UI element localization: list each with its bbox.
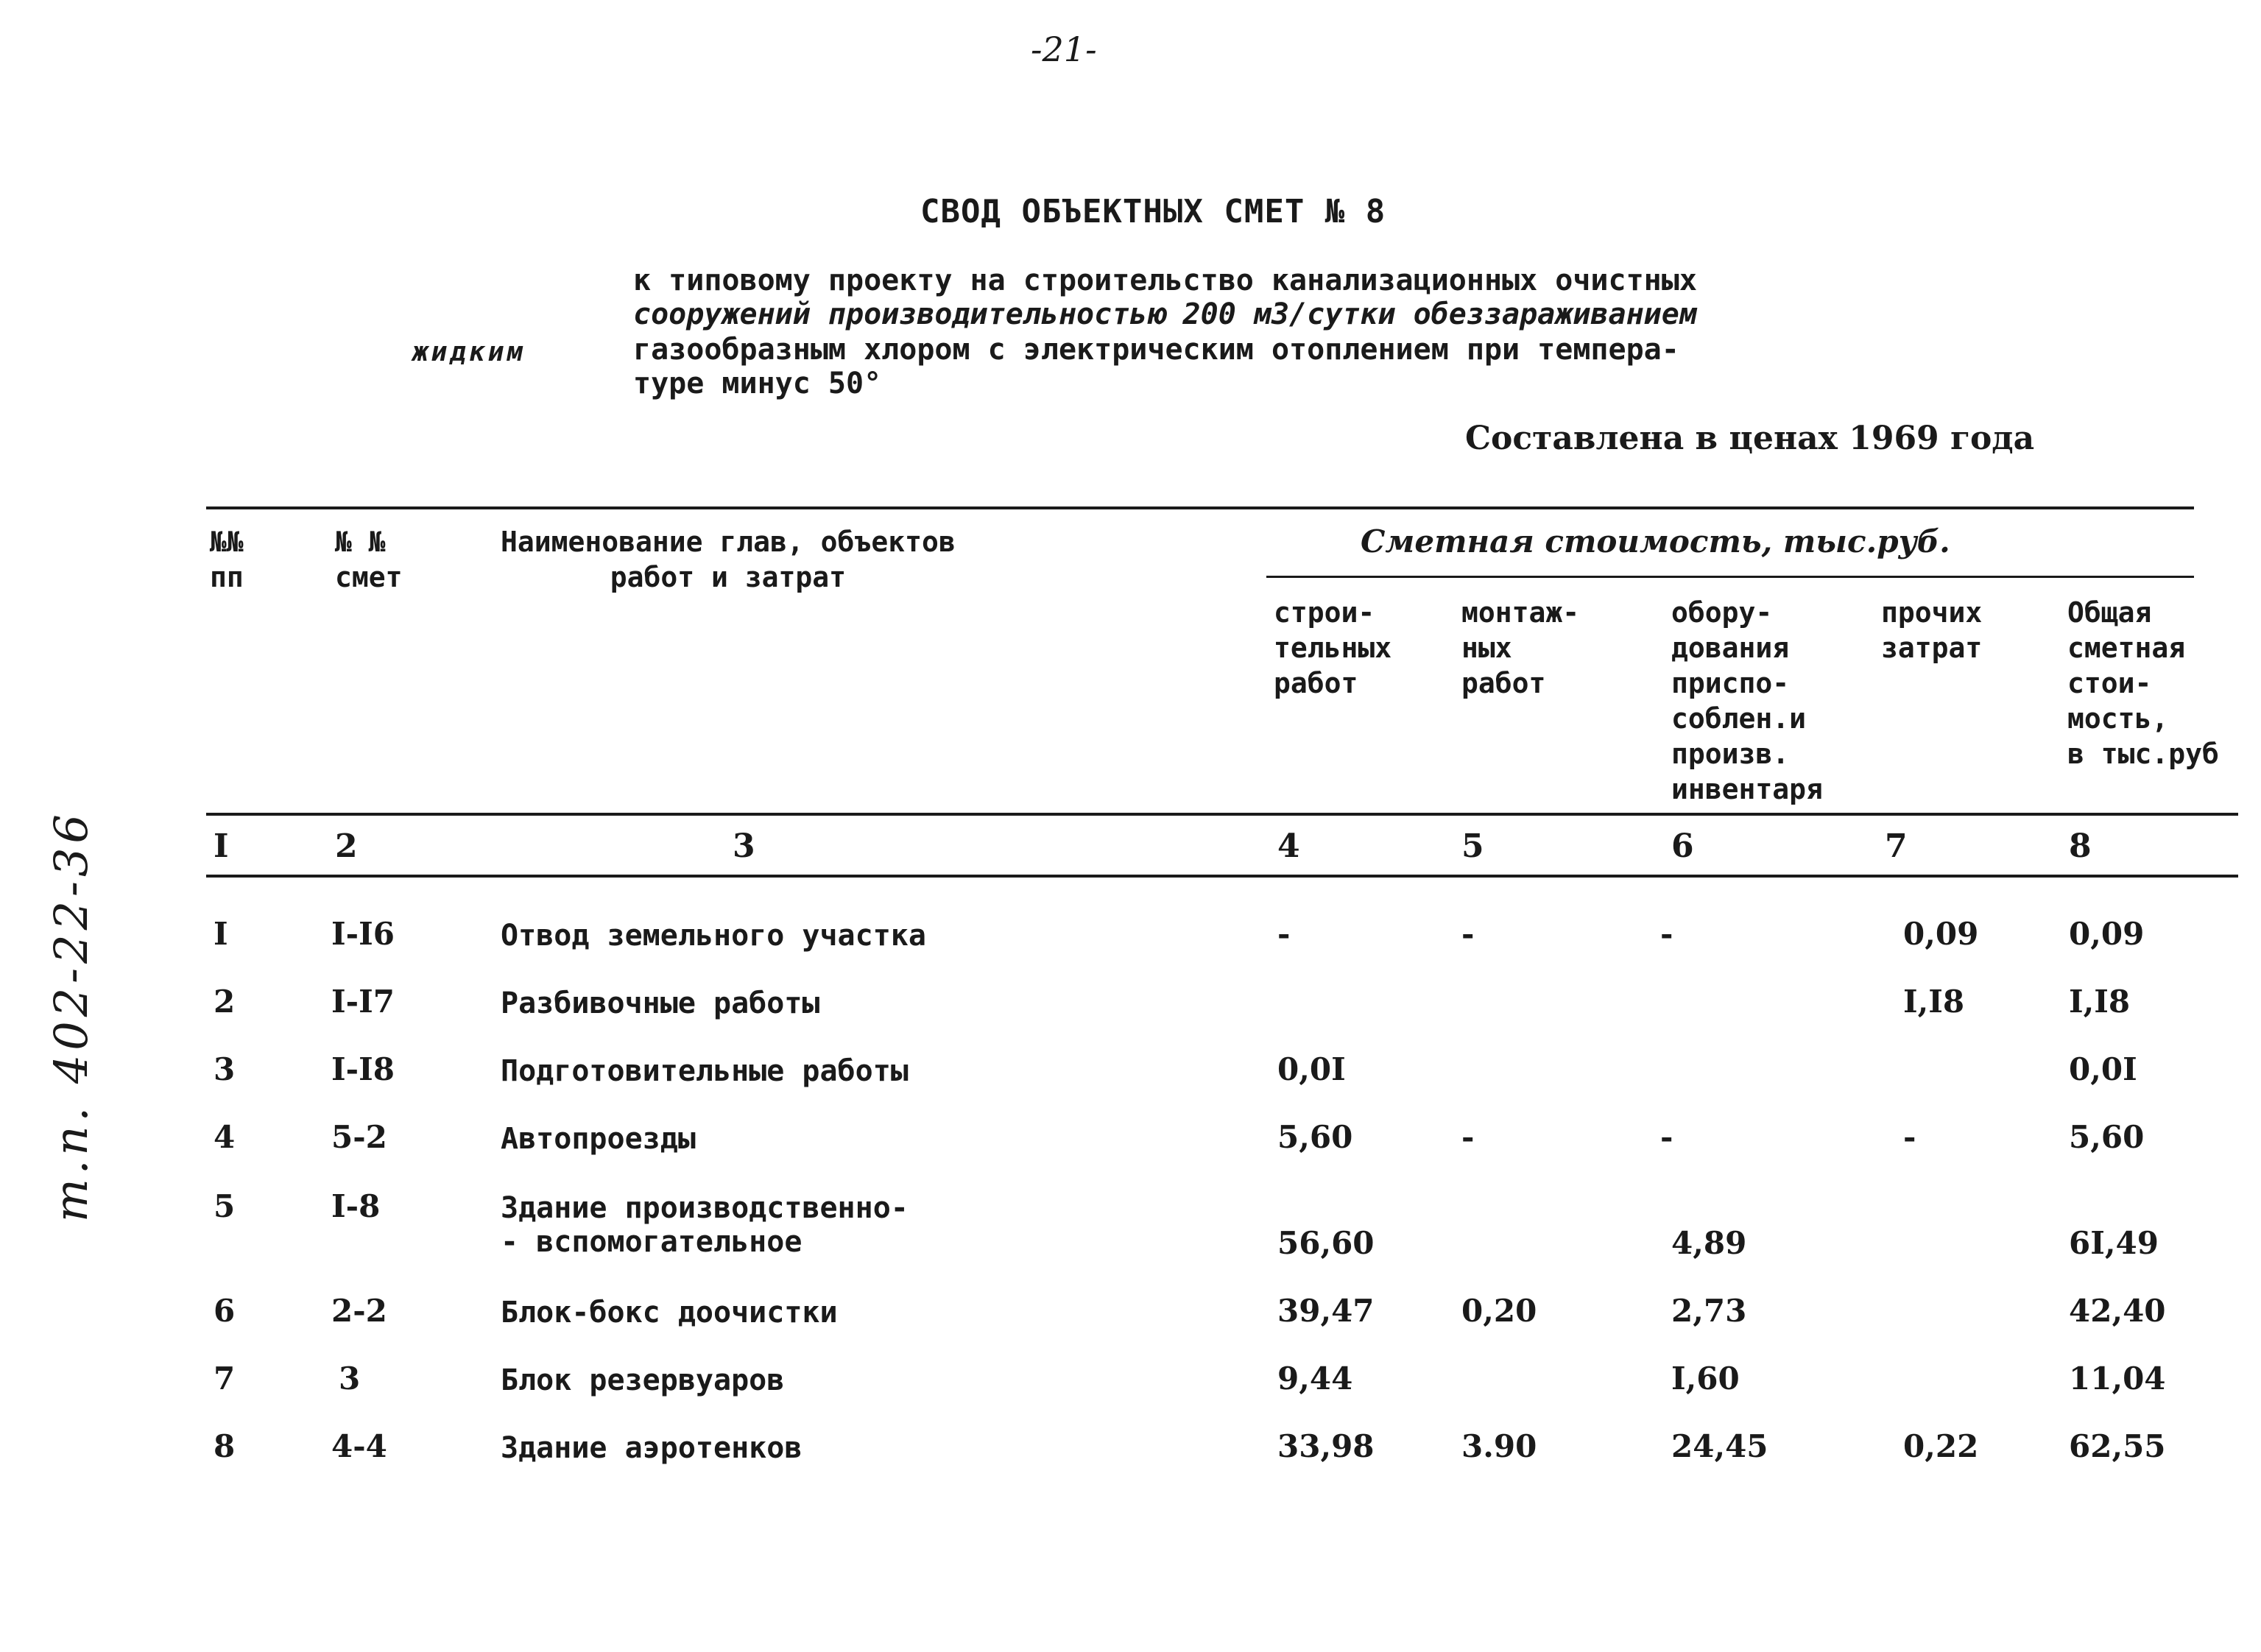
subtitle-line-1: к типовому проекту на строительство канализационных очистных	[633, 264, 1697, 297]
row-estimate: I-I6	[331, 916, 395, 952]
column-number-3: 3	[733, 827, 755, 865]
column-number-4: 4	[1277, 827, 1300, 865]
document-title: СВОД ОБЪЕКТНЫХ СМЕТ № 8	[920, 193, 1386, 230]
row-name: Блок резервуаров	[501, 1363, 785, 1397]
marginal-note: жидким	[412, 337, 526, 367]
row-total: 11,04	[2069, 1360, 2166, 1397]
header-other: прочих затрат	[1881, 596, 1983, 664]
subtitle-line-4: туре минус 50°	[633, 367, 882, 400]
table-top-rule	[206, 506, 2194, 509]
row-equipment: -	[1660, 1119, 1673, 1155]
row-other: -	[1903, 1119, 1916, 1155]
row-installation: -	[1461, 916, 1475, 952]
subtitle-line-3: газообразным хлором с электрическим отоплением при темпера-	[633, 333, 1679, 367]
header-installation: монтаж- ных работ	[1461, 596, 1580, 699]
group-header-rule	[1266, 576, 2194, 578]
header-bottom-rule	[206, 813, 2238, 816]
row-estimate: I-I7	[331, 984, 395, 1020]
row-estimate: I-I8	[331, 1051, 395, 1087]
row-estimate: 2-2	[331, 1293, 387, 1329]
row-number: 8	[214, 1428, 236, 1464]
row-total: 6I,49	[2069, 1225, 2159, 1261]
column-number-7: 7	[1885, 827, 1908, 865]
row-construction: 0,0I	[1277, 1051, 1346, 1087]
row-construction: 9,44	[1277, 1360, 1353, 1397]
prices-note: Составлена в ценах 1969 года	[1465, 420, 2035, 457]
row-total: 42,40	[2069, 1293, 2166, 1329]
header-col-estimate: № № смет	[335, 526, 403, 593]
row-equipment: 2,73	[1671, 1293, 1747, 1329]
side-document-code: т.п. 402-22-36	[44, 810, 98, 1222]
row-name: Отвод земельного участка	[501, 919, 926, 953]
row-name: Здание производственно-	[501, 1191, 909, 1225]
subtitle-line-2: сооружений производительностью 200 м3/сутки обеззараживанием	[633, 297, 1697, 331]
row-other: I,I8	[1903, 984, 1965, 1020]
row-number: 4	[214, 1119, 236, 1155]
column-numbers-rule	[206, 875, 2238, 878]
row-equipment: -	[1660, 916, 1673, 952]
row-installation: 0,20	[1461, 1293, 1537, 1329]
row-construction: -	[1277, 916, 1291, 952]
row-total: 62,55	[2069, 1428, 2166, 1464]
header-col-num: №№ пп	[210, 526, 244, 593]
row-name: Автопроезды	[501, 1122, 696, 1156]
row-total: I,I8	[2069, 984, 2131, 1020]
row-estimate: 4-4	[331, 1428, 387, 1464]
header-cost-group: Сметная стоимость, тыс.руб.	[1361, 523, 1950, 560]
row-number: 2	[214, 984, 236, 1020]
row-number: 3	[214, 1051, 236, 1087]
row-total: 5,60	[2069, 1119, 2145, 1155]
row-estimate: 5-2	[331, 1119, 387, 1155]
row-construction: 5,60	[1277, 1119, 1353, 1155]
row-equipment: 24,45	[1671, 1428, 1768, 1464]
row-name: Блок-бокс доочистки	[501, 1296, 838, 1330]
header-total: Общая сметная стои- мость, в тыс.руб	[2067, 596, 2219, 770]
row-name-continuation: - вспомогательное	[501, 1225, 803, 1259]
row-estimate: 3	[339, 1360, 361, 1397]
row-name: Подготовительные работы	[501, 1054, 909, 1088]
row-total: 0,0I	[2069, 1051, 2137, 1087]
column-number-2: 2	[335, 827, 358, 865]
row-number: 6	[214, 1293, 236, 1329]
row-estimate: I-8	[331, 1188, 381, 1224]
row-other: 0,22	[1903, 1428, 1979, 1464]
row-construction: 56,60	[1277, 1225, 1375, 1261]
header-equipment: обору- дования приспо- соблен.и произв. инвентаря	[1671, 596, 1823, 805]
row-installation: -	[1461, 1119, 1475, 1155]
row-total: 0,09	[2069, 916, 2145, 952]
column-number-1: I	[214, 827, 229, 865]
column-number-8: 8	[2069, 827, 2092, 865]
row-number: I	[214, 916, 228, 952]
header-construction: строи- тельных работ	[1274, 596, 1392, 699]
row-equipment: 4,89	[1671, 1225, 1747, 1261]
row-equipment: I,60	[1671, 1360, 1740, 1397]
row-name: Здание аэротенков	[501, 1431, 803, 1465]
column-number-5: 5	[1461, 827, 1484, 865]
column-number-6: 6	[1671, 827, 1694, 865]
row-installation: 3.90	[1461, 1428, 1537, 1464]
row-name: Разбивочные работы	[501, 986, 820, 1020]
header-col-name: Наименование глав, объектов работ и затрат	[501, 526, 956, 593]
row-number: 7	[214, 1360, 236, 1397]
row-number: 5	[214, 1188, 236, 1224]
page-number: -21-	[1031, 29, 1097, 69]
row-construction: 33,98	[1277, 1428, 1375, 1464]
row-other: 0,09	[1903, 916, 1979, 952]
row-construction: 39,47	[1277, 1293, 1375, 1329]
